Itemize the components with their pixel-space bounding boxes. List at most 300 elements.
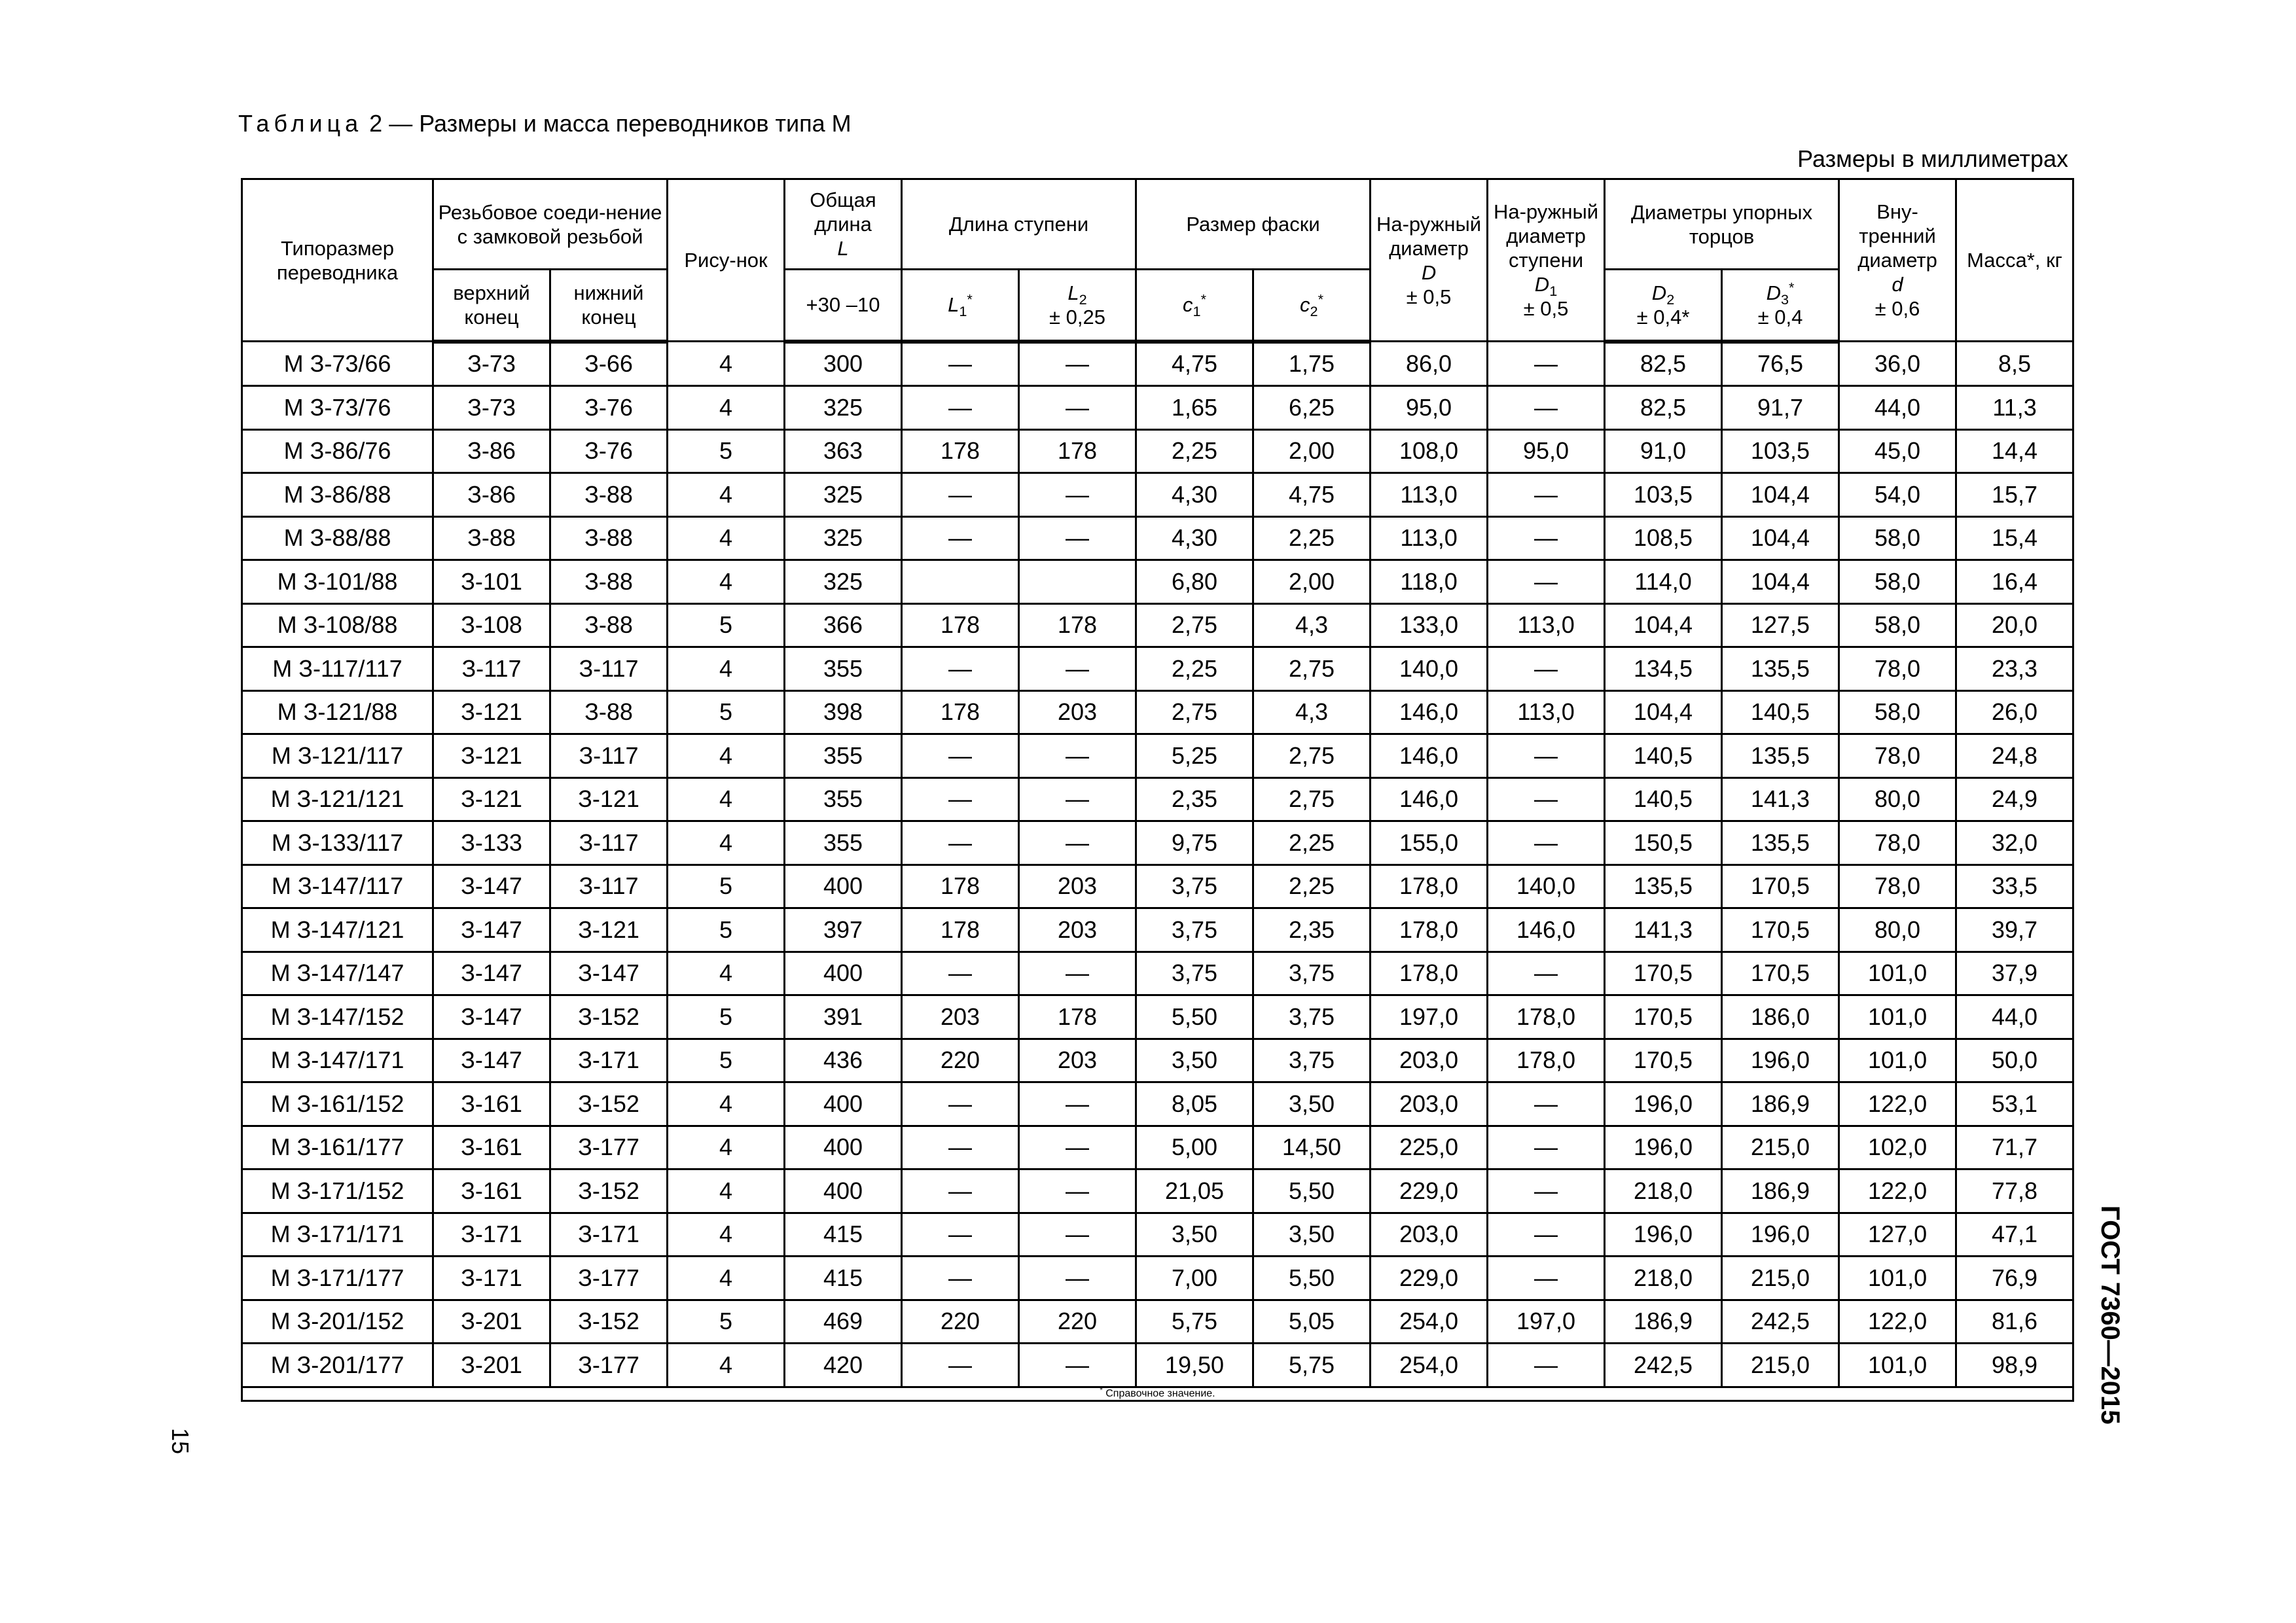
table-row: [242, 1169, 2073, 1213]
table-cell: —: [1488, 777, 1605, 821]
table-cell: 53,1: [1956, 1082, 2073, 1126]
table-cell: М З-101/88: [242, 560, 433, 604]
table-cell: —: [1019, 386, 1136, 430]
table-cell: 2,00: [1253, 429, 1371, 473]
caption-text: 2 — Размеры и масса переводников типа М: [369, 110, 852, 137]
table-cell: З-88: [550, 603, 668, 647]
table-row: [242, 1213, 2073, 1257]
table-cell: 4,75: [1253, 473, 1371, 517]
table-caption: [238, 110, 852, 137]
table-cell: З-88: [550, 560, 668, 604]
col-L2: $L_2$ ± 0,25: [1019, 270, 1136, 342]
table-cell: М З-121/121: [242, 777, 433, 821]
table-cell: 229,0: [1371, 1257, 1488, 1300]
table-cell: 113,0: [1371, 473, 1488, 517]
table-cell: З-86: [433, 473, 550, 517]
table-cell: 26,0: [1956, 690, 2073, 734]
table-cell: 355: [785, 647, 902, 691]
table-cell: З-117: [433, 647, 550, 691]
table-cell: М З-86/76: [242, 429, 433, 473]
table-cell: 71,7: [1956, 1126, 2073, 1169]
table-cell: 76,9: [1956, 1257, 2073, 1300]
table-cell: 420: [785, 1344, 902, 1387]
table-cell: 54,0: [1839, 473, 1956, 517]
table-cell: 215,0: [1722, 1126, 1839, 1169]
table-cell: 4,30: [1136, 473, 1253, 517]
table-cell: [902, 560, 1019, 604]
table-cell: —: [1488, 952, 1605, 995]
table-cell: 355: [785, 821, 902, 865]
table-cell: 78,0: [1839, 865, 1956, 908]
table-cell: 50,0: [1956, 1039, 2073, 1082]
table-cell: 4: [668, 777, 785, 821]
table-cell: 366: [785, 603, 902, 647]
table-cell: 2,75: [1253, 647, 1371, 691]
table-cell: М З-171/177: [242, 1257, 433, 1300]
table-cell: 101,0: [1839, 1039, 1956, 1082]
table-cell: —: [902, 647, 1019, 691]
table-cell: 21,05: [1136, 1169, 1253, 1213]
table-cell: М З-117/117: [242, 647, 433, 691]
table-cell: 5,50: [1253, 1257, 1371, 1300]
table-cell: З-171: [433, 1213, 550, 1257]
table-cell: З-117: [550, 821, 668, 865]
table-cell: 80,0: [1839, 908, 1956, 952]
table-cell: 118,0: [1371, 560, 1488, 604]
table-cell: З-171: [550, 1213, 668, 1257]
table-cell: З-117: [550, 647, 668, 691]
table-cell: 170,5: [1605, 995, 1722, 1039]
table-cell: —: [902, 516, 1019, 560]
table-cell: 220: [1019, 1300, 1136, 1344]
table-cell: 135,5: [1722, 734, 1839, 778]
table-cell: 9,75: [1136, 821, 1253, 865]
col-figure: Рису-нок: [668, 179, 785, 342]
table-cell: 4: [668, 560, 785, 604]
table-cell: 15,7: [1956, 473, 2073, 517]
table-cell: 5,05: [1253, 1300, 1371, 1344]
table-cell: 14,50: [1253, 1126, 1371, 1169]
col-outer-d: На-ружный диаметр D ± 0,5: [1371, 179, 1488, 342]
table-cell: —: [1019, 647, 1136, 691]
table-cell: З-171: [433, 1257, 550, 1300]
table-cell: 355: [785, 777, 902, 821]
table-cell: 2,75: [1136, 603, 1253, 647]
table-cell: М З-171/152: [242, 1169, 433, 1213]
table-cell: 81,6: [1956, 1300, 2073, 1344]
table-cell: 178: [902, 429, 1019, 473]
table-cell: —: [1019, 734, 1136, 778]
table-cell: 108,0: [1371, 429, 1488, 473]
table-cell: 146,0: [1371, 734, 1488, 778]
table-row: [242, 516, 2073, 560]
table-cell: 203,0: [1371, 1082, 1488, 1126]
table-cell: 218,0: [1605, 1257, 1722, 1300]
table-cell: З-88: [550, 690, 668, 734]
table-cell: 3,50: [1253, 1213, 1371, 1257]
table-cell: З-73: [433, 386, 550, 430]
table-cell: З-108: [433, 603, 550, 647]
table-row: [242, 560, 2073, 604]
table-cell: 197,0: [1371, 995, 1488, 1039]
table-cell: 104,4: [1605, 690, 1722, 734]
table-cell: З-177: [550, 1126, 668, 1169]
table-cell: 2,35: [1253, 908, 1371, 952]
table-cell: 397: [785, 908, 902, 952]
table-cell: 146,0: [1488, 908, 1605, 952]
table-cell: 197,0: [1488, 1300, 1605, 1344]
col-size: Типоразмер переводника: [242, 179, 433, 342]
document-standard-title: ГОСТ 7360—2015: [2096, 1205, 2125, 1425]
table-cell: З-101: [433, 560, 550, 604]
table-cell: —: [1488, 473, 1605, 517]
table-cell: —: [1488, 386, 1605, 430]
table-cell: 19,50: [1136, 1344, 1253, 1387]
table-cell: 5,50: [1253, 1169, 1371, 1213]
table-cell: 103,5: [1722, 429, 1839, 473]
table-cell: —: [902, 473, 1019, 517]
table-cell: З-161: [433, 1169, 550, 1213]
table-cell: 4: [668, 516, 785, 560]
table-cell: 77,8: [1956, 1169, 2073, 1213]
col-step-length: Длина ступени: [902, 179, 1136, 270]
table-cell: З-88: [433, 516, 550, 560]
table-cell: М З-133/117: [242, 821, 433, 865]
table-cell: —: [902, 1257, 1019, 1300]
table-cell: 135,5: [1605, 865, 1722, 908]
table-cell: 140,5: [1605, 734, 1722, 778]
table-cell: 101,0: [1839, 1257, 1956, 1300]
table-cell: 218,0: [1605, 1169, 1722, 1213]
table-cell: 325: [785, 386, 902, 430]
table-cell: 5,75: [1136, 1300, 1253, 1344]
table-cell: 170,5: [1722, 865, 1839, 908]
table-cell: 146,0: [1371, 777, 1488, 821]
table-cell: 3,75: [1136, 865, 1253, 908]
table-cell: 104,4: [1722, 516, 1839, 560]
table-cell: 2,00: [1253, 560, 1371, 604]
table-row: [242, 1344, 2073, 1387]
table-cell: 135,5: [1722, 647, 1839, 691]
table-cell: 3,75: [1253, 952, 1371, 995]
table-cell: 1,65: [1136, 386, 1253, 430]
table-cell: З-177: [550, 1257, 668, 1300]
table-cell: 415: [785, 1213, 902, 1257]
table-cell: 5,50: [1136, 995, 1253, 1039]
table-cell: 178: [902, 908, 1019, 952]
table-cell: З-86: [433, 429, 550, 473]
table-cell: 4,3: [1253, 690, 1371, 734]
table-cell: 436: [785, 1039, 902, 1082]
table-cell: 8,5: [1956, 342, 2073, 386]
table-cell: 170,5: [1722, 952, 1839, 995]
table-cell: 15,4: [1956, 516, 2073, 560]
table-cell: З-147: [433, 908, 550, 952]
table-row: [242, 386, 2073, 430]
table-cell: 150,5: [1605, 821, 1722, 865]
table-cell: 39,7: [1956, 908, 2073, 952]
table-cell: 215,0: [1722, 1344, 1839, 1387]
table-cell: З-73: [433, 342, 550, 386]
table-cell: З-121: [550, 777, 668, 821]
table-cell: —: [902, 1344, 1019, 1387]
table-cell: 91,0: [1605, 429, 1722, 473]
table-cell: 178: [1019, 429, 1136, 473]
table-cell: З-152: [550, 995, 668, 1039]
table-cell: 4: [668, 1169, 785, 1213]
table-cell: 196,0: [1605, 1126, 1722, 1169]
table-cell: З-147: [550, 952, 668, 995]
table-cell: М З-201/152: [242, 1300, 433, 1344]
table-body: [242, 342, 2073, 1387]
table-cell: 80,0: [1839, 777, 1956, 821]
table-cell: 4: [668, 473, 785, 517]
table-cell: 196,0: [1722, 1213, 1839, 1257]
table-cell: 122,0: [1839, 1169, 1956, 1213]
table-cell: 101,0: [1839, 952, 1956, 995]
table-cell: 196,0: [1605, 1213, 1722, 1257]
table-cell: 82,5: [1605, 342, 1722, 386]
table-cell: 146,0: [1371, 690, 1488, 734]
table-cell: 4: [668, 1126, 785, 1169]
table-cell: —: [1019, 777, 1136, 821]
table-cell: 102,0: [1839, 1126, 1956, 1169]
table-cell: —: [1019, 821, 1136, 865]
table-cell: 4: [668, 1257, 785, 1300]
table-cell: 203,0: [1371, 1039, 1488, 1082]
table-cell: 133,0: [1371, 603, 1488, 647]
table-cell: 14,4: [1956, 429, 2073, 473]
table-cell: 4: [668, 734, 785, 778]
table-cell: 178: [902, 603, 1019, 647]
table-cell: 170,5: [1605, 952, 1722, 995]
table-cell: 37,9: [1956, 952, 2073, 995]
table-cell: 113,0: [1488, 603, 1605, 647]
page-number: 15: [167, 1428, 194, 1455]
table-cell: М З-73/76: [242, 386, 433, 430]
table-cell: 95,0: [1488, 429, 1605, 473]
table-cell: 33,5: [1956, 865, 2073, 908]
table-cell: З-147: [433, 865, 550, 908]
table-cell: З-147: [433, 1039, 550, 1082]
col-c1: $c_1^*$: [1136, 270, 1253, 342]
table-cell: —: [1488, 734, 1605, 778]
table-cell: 32,0: [1956, 821, 2073, 865]
table-cell: 325: [785, 560, 902, 604]
footnote: [242, 1387, 2073, 1400]
table-row: [242, 952, 2073, 995]
table-row: [242, 865, 2073, 908]
col-D2: $D_2$ ± 0,4*: [1605, 270, 1722, 342]
table-cell: М З-121/117: [242, 734, 433, 778]
table-cell: —: [1019, 1213, 1136, 1257]
table-cell: З-152: [550, 1300, 668, 1344]
table-cell: 140,5: [1722, 690, 1839, 734]
table-cell: 203: [902, 995, 1019, 1039]
table-cell: 2,25: [1253, 821, 1371, 865]
table-cell: 2,25: [1253, 865, 1371, 908]
table-cell: —: [1019, 1126, 1136, 1169]
table-cell: 58,0: [1839, 603, 1956, 647]
table-cell: 135,5: [1722, 821, 1839, 865]
table-cell: —: [1019, 1344, 1136, 1387]
table-cell: 36,0: [1839, 342, 1956, 386]
table-cell: —: [1488, 821, 1605, 865]
table-cell: 113,0: [1371, 516, 1488, 560]
table-cell: —: [1019, 1257, 1136, 1300]
col-thread-group: Резьбовое соеди-нение с замковой резьбой: [433, 179, 668, 270]
table-cell: М З-201/177: [242, 1344, 433, 1387]
table-cell: З-152: [550, 1169, 668, 1213]
table-cell: З-121: [550, 908, 668, 952]
table-cell: 7,00: [1136, 1257, 1253, 1300]
table-cell: З-177: [550, 1344, 668, 1387]
table-cell: 4,30: [1136, 516, 1253, 560]
table-cell: 23,3: [1956, 647, 2073, 691]
table-row: [242, 1082, 2073, 1126]
table-cell: —: [902, 734, 1019, 778]
col-inner-d: Вну-тренний диаметр d ± 0,6: [1839, 179, 1956, 342]
table-cell: 3,50: [1136, 1039, 1253, 1082]
table-cell: 122,0: [1839, 1300, 1956, 1344]
table-cell: 5,25: [1136, 734, 1253, 778]
table-cell: 400: [785, 952, 902, 995]
table-cell: —: [902, 1082, 1019, 1126]
table-cell: 2,75: [1253, 777, 1371, 821]
table-cell: М З-161/177: [242, 1126, 433, 1169]
table-cell: 3,50: [1253, 1082, 1371, 1126]
table-cell: 196,0: [1722, 1039, 1839, 1082]
table-cell: 5: [668, 690, 785, 734]
table-cell: З-88: [550, 473, 668, 517]
table-cell: З-152: [550, 1082, 668, 1126]
table-cell: 178: [902, 690, 1019, 734]
col-lower-end: нижний конец: [550, 270, 668, 342]
table-cell: —: [902, 821, 1019, 865]
table-cell: 5: [668, 1300, 785, 1344]
table-cell: 58,0: [1839, 516, 1956, 560]
table-cell: 155,0: [1371, 821, 1488, 865]
table-cell: 4: [668, 952, 785, 995]
table-row: [242, 429, 2073, 473]
table-row: [242, 821, 2073, 865]
table-cell: 5: [668, 865, 785, 908]
col-face-d: Диаметры упорных торцов: [1605, 179, 1839, 270]
table-cell: [1019, 560, 1136, 604]
table-cell: 300: [785, 342, 902, 386]
table-row: [242, 1257, 2073, 1300]
table-cell: 140,5: [1605, 777, 1722, 821]
table-cell: З-201: [433, 1300, 550, 1344]
table-cell: 2,75: [1253, 734, 1371, 778]
table-cell: —: [1488, 647, 1605, 691]
table-cell: З-171: [550, 1039, 668, 1082]
table-cell: 178,0: [1371, 908, 1488, 952]
table-cell: 4: [668, 821, 785, 865]
table-cell: 4: [668, 1213, 785, 1257]
table-cell: —: [1019, 952, 1136, 995]
table-cell: З-201: [433, 1344, 550, 1387]
table-cell: —: [902, 386, 1019, 430]
table-cell: З-147: [433, 952, 550, 995]
table-cell: —: [1488, 1126, 1605, 1169]
table-cell: 2,25: [1136, 429, 1253, 473]
table-cell: 78,0: [1839, 821, 1956, 865]
footnote-mark: *: [1100, 1386, 1103, 1395]
table-cell: М З-73/66: [242, 342, 433, 386]
table-cell: 186,9: [1722, 1169, 1839, 1213]
table-cell: —: [902, 952, 1019, 995]
table-cell: 2,25: [1136, 647, 1253, 691]
table-cell: 178: [902, 865, 1019, 908]
table-cell: 400: [785, 1169, 902, 1213]
table-row: [242, 734, 2073, 778]
table-cell: 58,0: [1839, 560, 1956, 604]
table-cell: 3,75: [1136, 908, 1253, 952]
table-cell: 58,0: [1839, 690, 1956, 734]
table-cell: 203: [1019, 1039, 1136, 1082]
table-cell: 98,9: [1956, 1344, 2073, 1387]
units-note: Размеры в миллиметрах: [1797, 145, 2068, 172]
table-cell: 101,0: [1839, 995, 1956, 1039]
table-cell: 170,5: [1605, 1039, 1722, 1082]
table-cell: З-117: [550, 734, 668, 778]
table-cell: 203: [1019, 690, 1136, 734]
table-cell: 113,0: [1488, 690, 1605, 734]
table-cell: 140,0: [1371, 647, 1488, 691]
table-cell: —: [1488, 560, 1605, 604]
table-cell: —: [1488, 342, 1605, 386]
table-cell: 5: [668, 908, 785, 952]
table-cell: М З-147/171: [242, 1039, 433, 1082]
table-cell: 178,0: [1371, 952, 1488, 995]
table-row: [242, 1126, 2073, 1169]
table-cell: 141,3: [1605, 908, 1722, 952]
table-cell: 186,0: [1722, 995, 1839, 1039]
table-cell: 178,0: [1488, 1039, 1605, 1082]
table-cell: 203: [1019, 908, 1136, 952]
table-cell: З-76: [550, 386, 668, 430]
table-cell: —: [1019, 473, 1136, 517]
table-cell: 134,5: [1605, 647, 1722, 691]
table-cell: 5,75: [1253, 1344, 1371, 1387]
table-cell: М З-86/88: [242, 473, 433, 517]
table-cell: —: [1488, 1257, 1605, 1300]
table-cell: 44,0: [1839, 386, 1956, 430]
table-cell: 391: [785, 995, 902, 1039]
table-cell: 170,5: [1722, 908, 1839, 952]
table-cell: 400: [785, 865, 902, 908]
table-cell: 196,0: [1605, 1082, 1722, 1126]
table-cell: 5: [668, 429, 785, 473]
table-cell: М З-161/152: [242, 1082, 433, 1126]
table-cell: 2,35: [1136, 777, 1253, 821]
caption-prefix: Таблица: [238, 110, 363, 137]
table-cell: 254,0: [1371, 1344, 1488, 1387]
table-cell: —: [902, 1213, 1019, 1257]
table-cell: —: [1019, 1082, 1136, 1126]
table-cell: 400: [785, 1126, 902, 1169]
table-cell: 4: [668, 1344, 785, 1387]
col-chamfer: Размер фаски: [1136, 179, 1371, 270]
table-cell: 4: [668, 386, 785, 430]
table-cell: 141,3: [1722, 777, 1839, 821]
table-cell: 4: [668, 647, 785, 691]
table-cell: 242,5: [1605, 1344, 1722, 1387]
table-cell: 225,0: [1371, 1126, 1488, 1169]
table-row: [242, 777, 2073, 821]
table-cell: М З-88/88: [242, 516, 433, 560]
